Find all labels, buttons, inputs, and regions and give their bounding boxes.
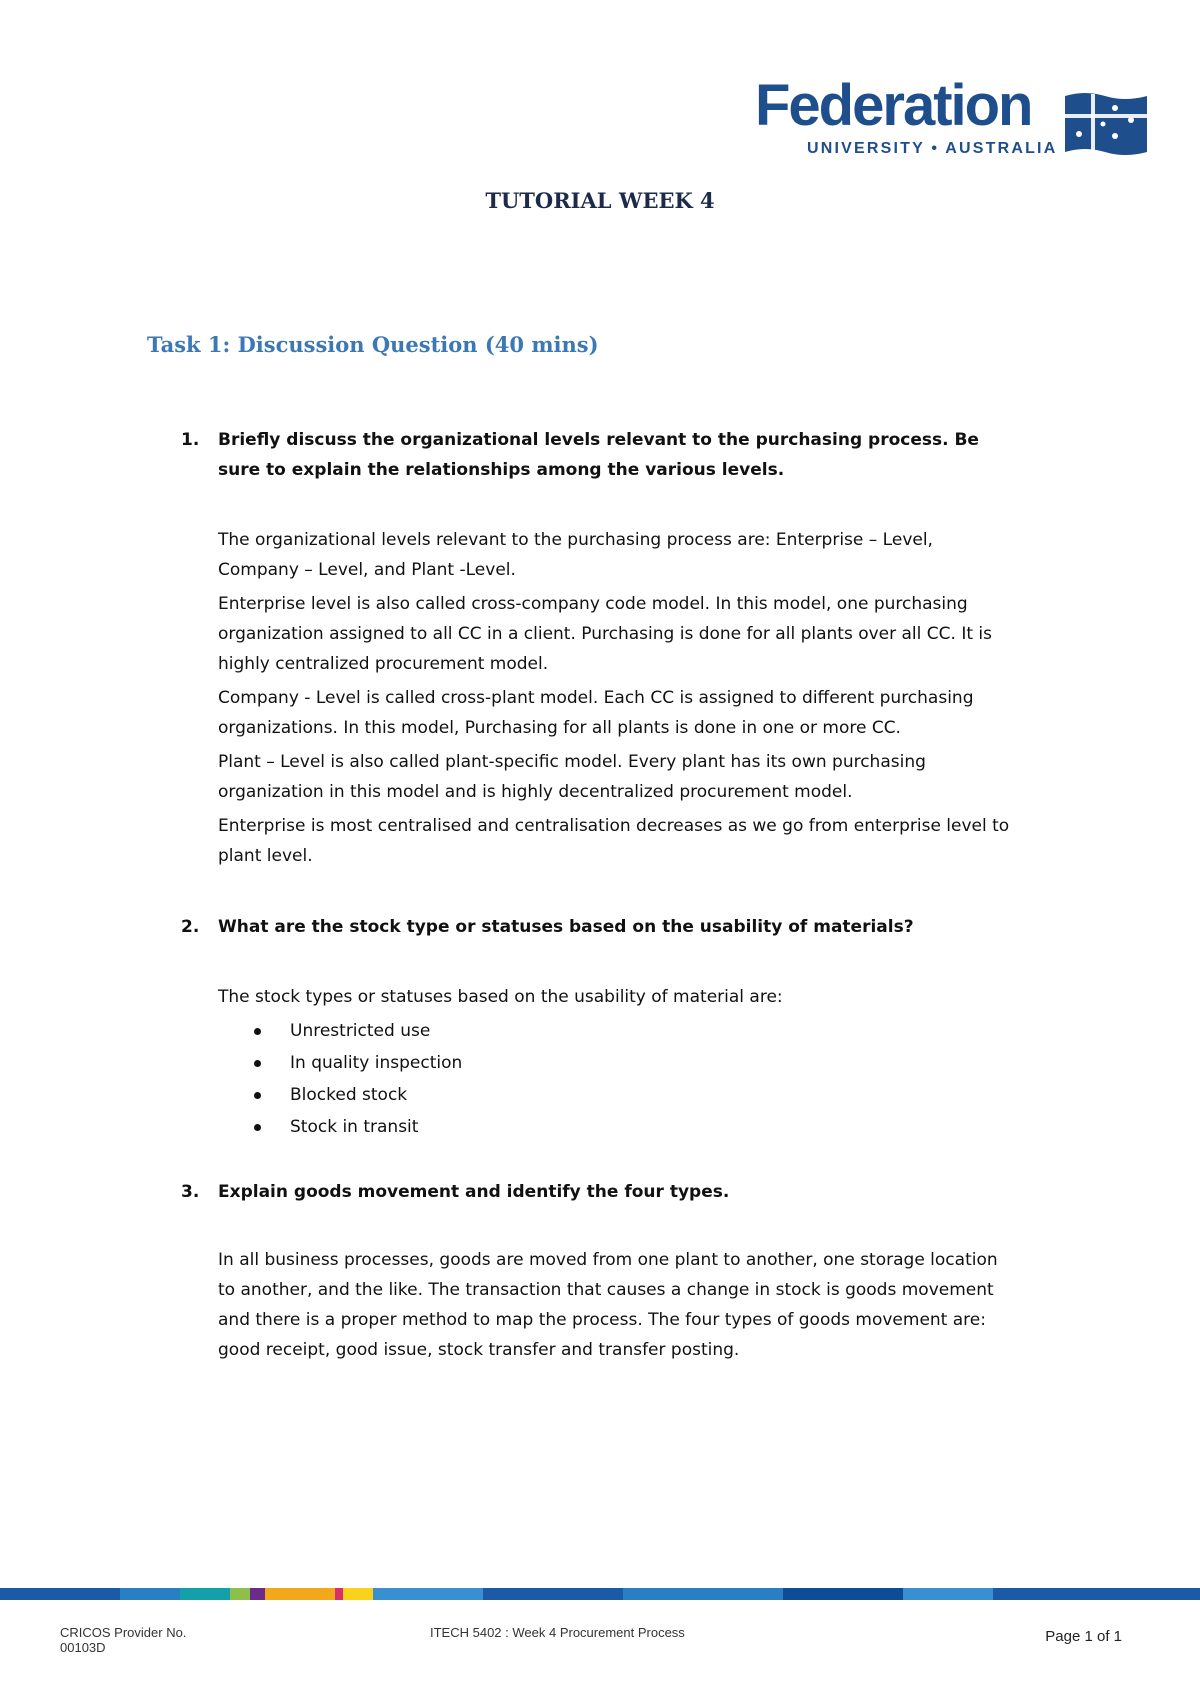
answer-paragraph: Enterprise is most centralised and centralisation decreases as we go from enterprise level to plant level. — [218, 816, 1010, 866]
list-item: Blocked stock — [218, 1080, 1018, 1112]
flag-icon — [1065, 90, 1147, 158]
university-logo — [755, 73, 1150, 168]
question-text: What are the stock type or statuses based on the usability of materials? — [218, 917, 914, 937]
list-item: Stock in transit — [218, 1112, 1018, 1144]
page-number: Page 1 of 1 — [1045, 1628, 1122, 1645]
logo-subtitle: UNIVERSITY • AUSTRALIA — [807, 140, 1058, 157]
footer-stripe — [623, 1588, 783, 1600]
footer-stripe — [250, 1588, 265, 1600]
answer-intro: The stock types or statuses based on the usability of material are: — [218, 987, 783, 1007]
footer-stripe — [783, 1588, 903, 1600]
bullet-icon — [254, 1028, 261, 1035]
footer-stripe — [230, 1588, 250, 1600]
answer-paragraph: Enterprise level is also called cross-company code model. In this model, one purchasing organization assigned to all CC in a client. Purchasing is done for all plants over all CC. It is highly centralized procurement model. — [218, 594, 992, 674]
footer-stripe — [373, 1588, 483, 1600]
answer-1 — [218, 525, 1018, 875]
cricos-provider: CRICOS Provider No. 00103D — [60, 1625, 187, 1655]
question-text: Explain goods movement and identify the four types. — [218, 1182, 730, 1202]
footer-stripe — [903, 1588, 993, 1600]
task-heading: Task 1: Discussion Question (40 mins) — [147, 332, 599, 357]
answer-paragraph: Plant – Level is also called plant-specific model. Every plant has its own purchasing organization in this model and is highly decentralized procurement model. — [218, 752, 926, 802]
answer-paragraph: In all business processes, goods are moved from one plant to another, one storage location to another, and the like. The transaction that causes a change in stock is goods movement and there is a proper method to map the process. The four types of goods movement are: good receipt, good issue, stock transfer and transfer posting. — [218, 1250, 998, 1360]
footer-stripe — [335, 1588, 343, 1600]
question-number: 3. — [181, 1182, 200, 1202]
bullet-icon — [254, 1092, 261, 1099]
footer-stripe — [120, 1588, 180, 1600]
footer-stripe — [483, 1588, 623, 1600]
question-number: 1. — [181, 430, 200, 450]
list-item: In quality inspection — [218, 1048, 1018, 1080]
footer-stripe — [265, 1588, 335, 1600]
answer-paragraph: Company - Level is called cross-plant model. Each CC is assigned to different purchasing organizations. In this model, Purchasing for all plants is done in one or more CC. — [218, 688, 974, 738]
answer-paragraph: The organizational levels relevant to the purchasing process are: Enterprise – Level, Company – Level, and Plant -Level. — [218, 530, 933, 580]
question-text: Briefly discuss the organizational levels relevant to the purchasing process. Be sure to explain the relationships among the various levels. — [218, 430, 979, 480]
footer-stripe — [180, 1588, 230, 1600]
list-item: Unrestricted use — [218, 1016, 1018, 1048]
footer-stripe — [993, 1588, 1200, 1600]
course-label: ITECH 5402 : Week 4 Procurement Process — [430, 1625, 685, 1640]
bullet-icon — [254, 1060, 261, 1067]
page-title: TUTORIAL WEEK 4 — [485, 188, 715, 213]
logo-wordmark: Federation — [755, 73, 1032, 138]
answer-2 — [218, 982, 1018, 1144]
bullet-icon — [254, 1124, 261, 1131]
footer-color-bar — [0, 1588, 1200, 1600]
stock-type-list — [218, 1016, 1018, 1144]
question-number: 2. — [181, 917, 200, 937]
footer-stripe — [0, 1588, 120, 1600]
footer-stripe — [343, 1588, 373, 1600]
answer-3 — [218, 1245, 1018, 1369]
